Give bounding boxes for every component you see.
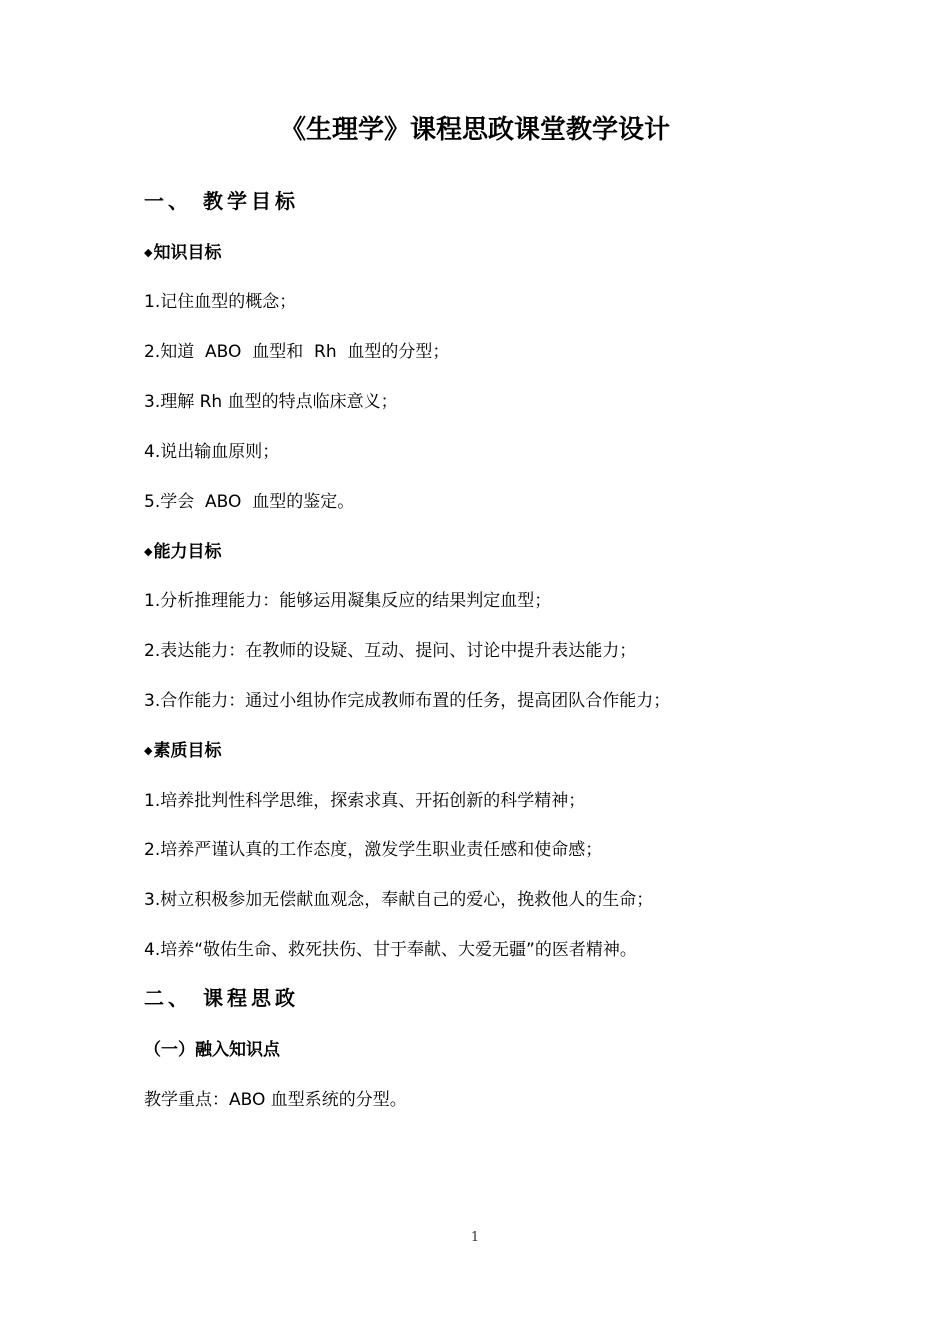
list-item: 教学重点：ABO 血型系统的分型。 <box>144 1090 407 1110</box>
list-item: 3.树立积极参加无偿献血观念，奉献自己的爱心，挽救他人的生命； <box>144 890 654 910</box>
subsection-heading-ability <box>144 540 221 564</box>
diamond-bullet-icon: ◆ <box>144 744 153 757</box>
subsection-heading-quality <box>144 739 221 763</box>
page-number: 1 <box>470 1230 480 1245</box>
diamond-bullet-icon: ◆ <box>144 246 153 259</box>
list-item: 1.分析推理能力：能够运用凝集反应的结果判定血型； <box>144 591 552 611</box>
subsection-heading-label: 素质目标 <box>153 741 222 761</box>
list-item: 2.培养严谨认真的工作态度，激发学生职业责任感和使命感； <box>144 840 603 860</box>
subsection-heading-knowledge <box>144 241 221 265</box>
list-item: 2.知道 ABO 血型和 Rh 血型的分型； <box>144 342 450 362</box>
list-item: 4.说出输血原则； <box>144 442 280 462</box>
list-item: 3.合作能力：通过小组协作完成教师布置的任务，提高团队合作能力； <box>144 691 671 711</box>
subsection-heading-label: （一）融入知识点 <box>144 1040 280 1060</box>
subsection-heading-label: 能力目标 <box>153 542 222 562</box>
document-title: 《生理学》课程思政课堂教学设计 <box>279 115 670 145</box>
list-item: 1.培养批判性科学思维，探索求真、开拓创新的科学精神； <box>144 791 586 811</box>
list-item: 3.理解 Rh 血型的特点临床意义； <box>144 392 398 412</box>
list-item: 5.学会 ABO 血型的鉴定。 <box>144 492 355 512</box>
subsection-heading-label: 知识目标 <box>153 243 222 263</box>
list-item: 2.表达能力：在教师的设疑、互动、提问、讨论中提升表达能力； <box>144 641 637 661</box>
section-heading-course-ideology: 二、 课程思政 <box>144 986 299 1010</box>
subsection-heading-knowledge-points <box>144 1038 280 1062</box>
diamond-bullet-icon: ◆ <box>144 545 153 558</box>
list-item: 4.培养“敬佑生命、救死扶伤、甘于奉献、大爱无疆”的医者精神。 <box>144 940 637 960</box>
list-item: 1.记住血型的概念； <box>144 292 297 312</box>
section-heading-teaching-objectives: 一、 教学目标 <box>144 189 299 213</box>
